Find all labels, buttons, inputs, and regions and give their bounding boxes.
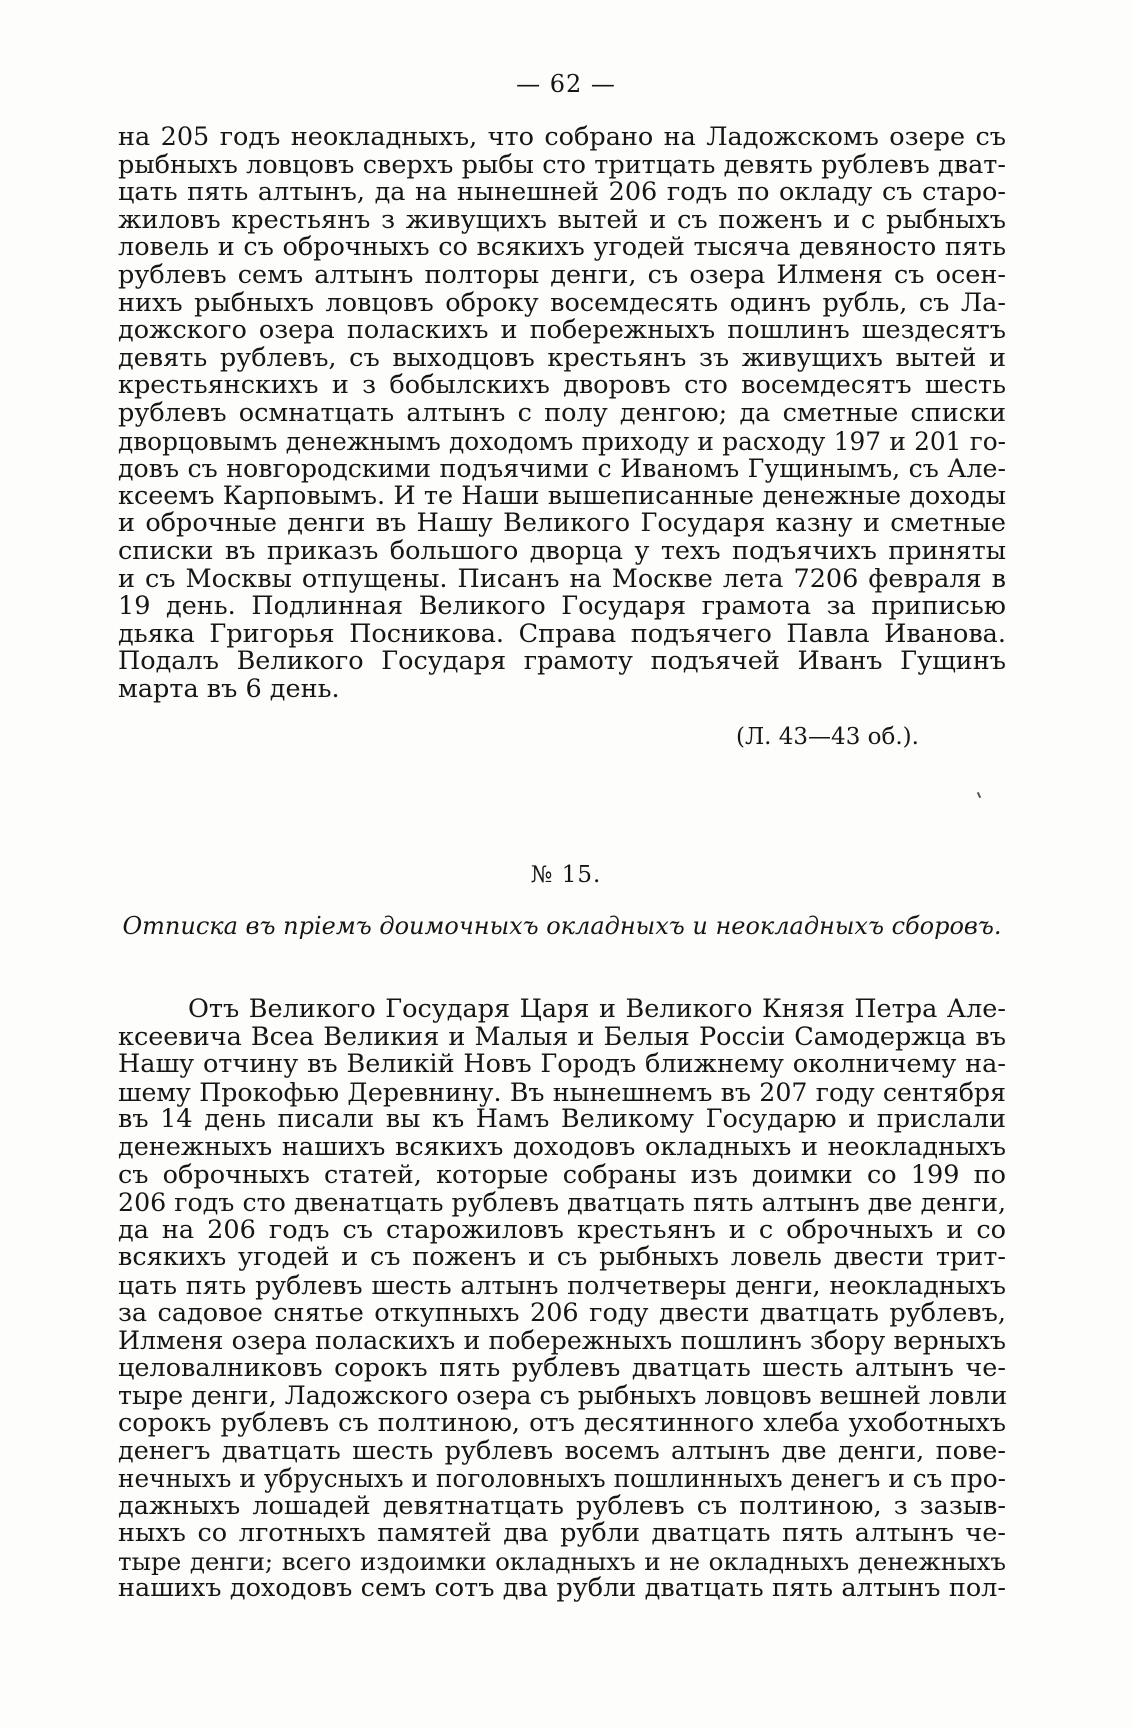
text-line: дожского озера поласкихъ и побережныхъ пошлинъ шездесятъ bbox=[118, 315, 1006, 346]
text-line: довъ съ новгородскими подъячими с Иваномъ Гущинымъ, съ Але- bbox=[118, 454, 1006, 484]
text-line: тыре денги; всего издоимки окладныхъ и не окладныхъ денежныхъ bbox=[118, 1546, 1006, 1576]
text-line: ныхъ со лготныхъ памятей два рубли дватцать пять алтынъ че- bbox=[118, 1518, 1006, 1549]
text-line: Подалъ Великого Государя грамоту подъячей Иванъ Гущинъ bbox=[118, 646, 1006, 677]
text-line: Илменя озера поласкихъ и побережныхъ пошлинъ збору верныхъ bbox=[118, 1326, 1006, 1356]
text-line: всякихъ угодей и съ поженъ и съ рыбныхъ ловель двести трит- bbox=[118, 1242, 1006, 1273]
text-line: дворцовымъ денежнымъ доходомъ приходу и расходу 197 и 201 го- bbox=[118, 426, 1006, 456]
text-line: сорокъ рублевъ съ полтиною, отъ десятинного хлеба ухоботныхъ bbox=[118, 1407, 1006, 1438]
text-line: крестьянскихъ и з бобылскихъ дворовъ сто восемдесятъ шесть bbox=[118, 370, 1006, 401]
text-line: целовалниковъ сорокъ пять рублевъ дватцать шесть алтынъ че- bbox=[118, 1352, 1006, 1383]
text-line: цать пять рублевъ шесть алтынъ полчетверы денги, неокладныхъ bbox=[118, 1270, 1006, 1300]
text-line: Отъ Великого Государя Царя и Великого Князя Петра Але- bbox=[188, 994, 1006, 1024]
text-line: рублевъ осмнатцать алтынъ с полу денгою; да сметные списки bbox=[118, 397, 1006, 428]
document-title: Отписка въ прiемъ доимочныхъ окладныхъ и неокладныхъ сборовъ. bbox=[122, 912, 1002, 940]
text-line: нечныхъ и убрусныхъ и поголовныхъ пошлинныхъ денегъ и съ про- bbox=[118, 1464, 1006, 1494]
text-line: тыре денги, Ладожского озера съ рыбныхъ ловцовъ вешней ловли bbox=[118, 1381, 1008, 1411]
page-number: — 62 — bbox=[516, 70, 616, 98]
text-line: 206 годъ сто двенатцать рублевъ дватцать пять алтынъ две денги, bbox=[118, 1188, 1006, 1218]
archival-citation: (Л. 43—43 об.). bbox=[736, 724, 919, 750]
paragraph-2 bbox=[118, 996, 1006, 1603]
text-line: Нашу отчину въ Великiй Новъ Городъ ближнему околничему на- bbox=[118, 1049, 1006, 1080]
text-line: ловель и съ оброчныхъ со всякихъ угодей тысяча девяносто пять bbox=[118, 232, 1006, 263]
text-line: денежныхъ нашихъ всякихъ доходовъ окладныхъ и неокладныхъ bbox=[118, 1131, 1006, 1162]
text-line: нихъ рыбныхъ ловцовъ оброку восемдесять одинъ рубль, съ Ла- bbox=[118, 287, 1006, 318]
text-line: и оброчные денги въ Нашу Великого Государя казну и сметные bbox=[118, 508, 1006, 539]
print-speck bbox=[977, 792, 981, 798]
document-number: № 15. bbox=[530, 862, 602, 888]
text-line: и съ Москвы отпущены. Писанъ на Москве лета 7206 февраля в bbox=[118, 563, 1006, 594]
text-line: жиловъ крестьянъ з живущихъ вытей и съ поженъ и с рыбныхъ bbox=[118, 204, 1006, 235]
text-line: цать пять алтынъ, да на нынешней 206 годъ по окладу съ старо- bbox=[118, 177, 1006, 208]
text-line: съ оброчныхъ статей, которые собраны изъ доимки со 199 по bbox=[118, 1159, 1006, 1190]
text-line: дьяка Григорья Посникова. Справа подъячего Павла Иванова. bbox=[118, 618, 1006, 649]
text-line: списки въ приказъ большого дворца у техъ подъячихъ приняты bbox=[118, 535, 1006, 566]
text-line: на 205 годъ неокладныхъ, что собрано на Ладожскомъ озере съ bbox=[118, 122, 1006, 152]
text-line: денегъ дватцать шесть рублевъ восемъ алтынъ две денги, пове- bbox=[118, 1435, 1006, 1466]
text-line: въ 14 день писали вы къ Намъ Великому Государю и прислали bbox=[118, 1104, 1006, 1135]
text-line: шему Прокофью Деревнину. Въ нынешнемъ въ 207 году сентября bbox=[118, 1077, 1006, 1107]
text-line: нашихъ доходовъ семъ сотъ два рубли дватцать пять алтынъ пол- bbox=[118, 1573, 1006, 1604]
text-line: 19 день. Подлинная Великого Государя грамота за приписью bbox=[118, 591, 1006, 622]
text-line: за садовое снятье откупныхъ 206 году двести дватцать рублевъ, bbox=[118, 1297, 1006, 1328]
text-line: ксеемъ Карповымъ. И те Наши вышеписанные денежные доходы bbox=[118, 480, 1006, 511]
text-line: ксеевича Всеа Великия и Малыя и Белыя Россiи Самодержца въ bbox=[118, 1021, 1006, 1052]
text-line: да на 206 годъ съ старожиловъ крестьянъ и с оброчныхъ и со bbox=[118, 1214, 1006, 1245]
text-line: марта въ 6 день. bbox=[118, 673, 340, 704]
text-line: дажныхъ лошадей девятнатцать рублевъ съ полтиною, з зазыв- bbox=[118, 1490, 1006, 1521]
text-line: рублевъ семъ алтынъ полторы денги, съ озера Илменя съ осен- bbox=[118, 259, 1006, 290]
paragraph-1 bbox=[118, 124, 1006, 703]
text-line: девять рублевъ, съ выходцовъ крестьянъ зъ живущихъ вытей и bbox=[118, 342, 1006, 373]
text-line: рыбныхъ ловцовъ сверхъ рыбы сто тритцать девять рублевъ дват- bbox=[118, 149, 1006, 180]
